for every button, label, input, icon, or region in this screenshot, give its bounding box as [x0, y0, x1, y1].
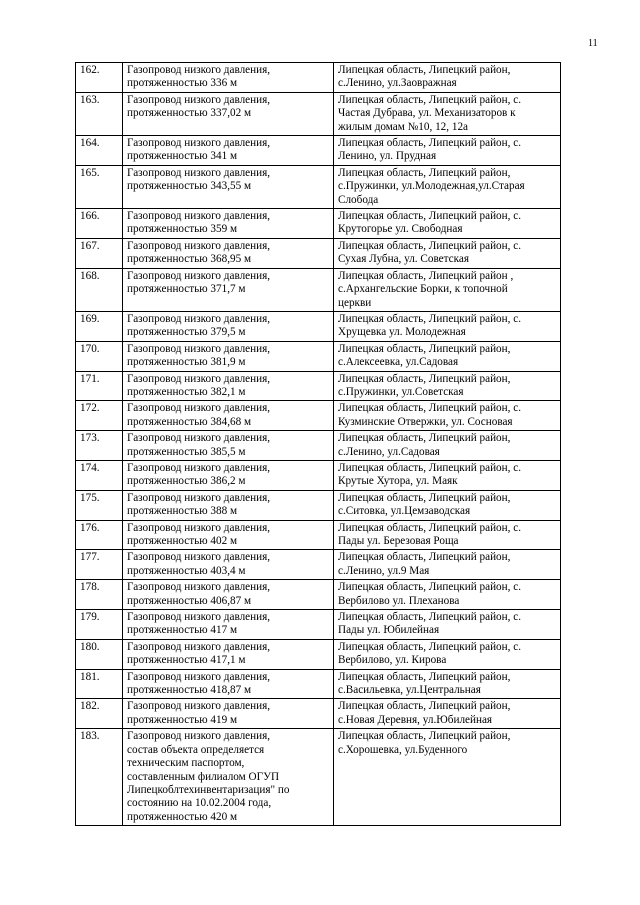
row-number: 173.	[76, 431, 123, 461]
address-line: Липецкая область, Липецкий район,	[338, 730, 511, 743]
address-cell	[334, 268, 561, 311]
address-line: Липецкая область, Липецкий район ,	[338, 269, 514, 282]
row-number: 175.	[76, 490, 123, 520]
address-line: с.Ситовка, ул.Цемзаводская	[338, 505, 471, 518]
address-cell	[334, 669, 561, 699]
object-name-line: Газопровод низкого давления,	[127, 239, 271, 252]
address-line: с.Ленино, ул.9 Мая	[338, 564, 430, 577]
table-row	[76, 238, 561, 268]
address-line: Липецкая область, Липецкий район,	[338, 700, 511, 713]
row-number: 172.	[76, 401, 123, 431]
table-row	[76, 460, 561, 490]
object-name-line: Газопровод низкого давления,	[127, 521, 271, 534]
address-line: Пады ул. Юбилейная	[338, 624, 440, 637]
row-number: 182.	[76, 699, 123, 729]
address-cell	[334, 550, 561, 580]
row-number: 165.	[76, 165, 123, 208]
address-line: с.Новая Деревня, ул.Юбилейная	[338, 713, 493, 726]
address-cell	[334, 238, 561, 268]
object-name-cell	[123, 460, 334, 490]
object-name-line: Газопровод низкого давления,	[127, 312, 271, 325]
object-name-cell	[123, 401, 334, 431]
object-name-line: протяженностью 388 м	[127, 505, 238, 518]
object-name-line: протяженностью 385,5 м	[127, 445, 246, 458]
row-number: 163.	[76, 92, 123, 135]
object-name-line: Липецкоблтехинвентаризация" по	[127, 783, 290, 796]
address-line: Липецкая область, Липецкий район,	[338, 432, 511, 445]
table-row	[76, 729, 561, 826]
table-row	[76, 165, 561, 208]
row-number: 178.	[76, 580, 123, 610]
address-line: Вербилово ул. Плеханова	[338, 594, 460, 607]
address-line: Липецкая область, Липецкий район, с.	[338, 312, 521, 325]
address-cell	[334, 520, 561, 550]
address-line: Пады ул. Березовая Роща	[338, 535, 459, 547]
table-row	[76, 490, 561, 520]
object-name-line: Газопровод низкого давления,	[127, 402, 271, 415]
address-line: Хрущевка ул. Молодежная	[338, 326, 466, 339]
table-row	[76, 92, 561, 135]
address-line: Липецкая область, Липецкий район,	[338, 64, 511, 76]
registry-table-body	[76, 63, 561, 826]
object-name-cell	[123, 669, 334, 699]
object-name-line: Газопровод низкого давления,	[127, 64, 271, 76]
object-name-cell	[123, 209, 334, 239]
address-cell	[334, 490, 561, 520]
object-name-line: протяженностью 386,2 м	[127, 475, 246, 488]
table-row	[76, 311, 561, 341]
object-name-line: протяженностью 420 м	[127, 810, 238, 823]
address-line: Липецкая область, Липецкий район, с.	[338, 521, 521, 534]
object-name-line: Газопровод низкого давления,	[127, 269, 271, 282]
object-name-cell	[123, 268, 334, 311]
object-name-line: протяженностью 343,55 м	[127, 180, 252, 193]
row-number: 179.	[76, 610, 123, 640]
address-line: Липецкая область, Липецкий район,	[338, 670, 511, 683]
object-name-line: протяженностью 336 м	[127, 77, 238, 90]
page-number: 11	[588, 38, 598, 49]
address-line: с.Ленино, ул.Садовая	[338, 445, 440, 458]
object-name-cell	[123, 520, 334, 550]
object-name-line: Газопровод низкого давления,	[127, 581, 271, 594]
address-line: Липецкая область, Липецкий район, с.	[338, 210, 521, 223]
row-number: 167.	[76, 238, 123, 268]
address-line: Вербилово, ул. Кирова	[338, 654, 447, 667]
address-line: церкви	[338, 296, 372, 309]
object-name-line: Газопровод низкого давления,	[127, 342, 271, 355]
address-line: с.Архангельские Борки, к топочной	[338, 283, 508, 296]
row-number: 174.	[76, 460, 123, 490]
address-cell	[334, 209, 561, 239]
object-name-line: Газопровод низкого давления,	[127, 491, 271, 504]
table-row	[76, 580, 561, 610]
object-name-line: Газопровод низкого давления,	[127, 461, 271, 474]
address-line: Крутые Хутора, ул. Маяк	[338, 475, 458, 488]
address-line: Липецкая область, Липецкий район, с.	[338, 402, 521, 415]
object-name-cell	[123, 699, 334, 729]
address-line: Липецкая область, Липецкий район,	[338, 551, 511, 564]
row-number: 162.	[76, 63, 123, 93]
object-name-line: состав объекта определяется	[127, 743, 265, 756]
address-line: Липецкая область, Липецкий район, с.	[338, 93, 521, 106]
object-name-line: Газопровод низкого давления,	[127, 93, 271, 106]
object-name-line: Газопровод низкого давления,	[127, 432, 271, 445]
object-name-cell	[123, 729, 334, 826]
object-name-line: Газопровод низкого давления,	[127, 611, 271, 624]
object-name-cell	[123, 341, 334, 371]
object-name-cell	[123, 92, 334, 135]
object-name-line: протяженностью 418,87 м	[127, 684, 252, 697]
table-row	[76, 136, 561, 166]
row-number: 171.	[76, 371, 123, 401]
object-name-cell	[123, 238, 334, 268]
address-line: Крутогорье ул. Свободная	[338, 223, 463, 236]
row-number: 176.	[76, 520, 123, 550]
address-line: Липецкая область, Липецкий район, с.	[338, 581, 521, 594]
row-number: 180.	[76, 639, 123, 669]
address-cell	[334, 371, 561, 401]
object-name-line: Газопровод низкого давления,	[127, 137, 271, 150]
table-row	[76, 610, 561, 640]
address-cell	[334, 610, 561, 640]
row-number: 169.	[76, 311, 123, 341]
object-name-cell	[123, 431, 334, 461]
address-cell	[334, 92, 561, 135]
address-line: с.Ленино, ул.Заовражная	[338, 77, 457, 90]
row-number: 170.	[76, 341, 123, 371]
address-line: Липецкая область, Липецкий район, с.	[338, 611, 521, 624]
object-name-line: протяженностью 402 м	[127, 535, 238, 547]
row-number: 166.	[76, 209, 123, 239]
address-cell	[334, 460, 561, 490]
table-row	[76, 699, 561, 729]
address-cell	[334, 341, 561, 371]
object-name-line: протяженностью 368,95 м	[127, 253, 252, 266]
address-line: Липецкая область, Липецкий район, с.	[338, 461, 521, 474]
object-name-cell	[123, 165, 334, 208]
object-name-line: Газопровод низкого давления,	[127, 700, 271, 713]
address-cell	[334, 699, 561, 729]
object-name-cell	[123, 136, 334, 166]
object-name-cell	[123, 490, 334, 520]
address-line: с.Хорошевка, ул.Буденного	[338, 743, 468, 756]
table-row	[76, 550, 561, 580]
address-cell	[334, 639, 561, 669]
address-cell	[334, 63, 561, 93]
object-name-line: Газопровод низкого давления,	[127, 166, 271, 179]
table-row	[76, 341, 561, 371]
address-cell	[334, 729, 561, 826]
object-name-line: протяженностью 379,5 м	[127, 326, 246, 339]
object-name-line: Газопровод низкого давления,	[127, 640, 271, 653]
object-name-line: протяженностью 417 м	[127, 624, 238, 637]
object-name-line: Газопровод низкого давления,	[127, 210, 271, 223]
address-line: Кузминские Отвержки, ул. Сосновая	[338, 415, 513, 428]
address-line: с.Пружинки, ул.Молодежная,ул.Старая	[338, 180, 525, 193]
address-cell	[334, 580, 561, 610]
object-name-line: протяженностью 406,87 м	[127, 594, 252, 607]
address-line: Липецкая область, Липецкий район,	[338, 342, 511, 355]
table-row	[76, 520, 561, 550]
address-cell	[334, 401, 561, 431]
object-name-line: Газопровод низкого давления,	[127, 372, 271, 385]
table-row	[76, 209, 561, 239]
object-name-line: протяженностью 417,1 м	[127, 654, 246, 667]
row-number: 177.	[76, 550, 123, 580]
object-name-line: техническим паспортом,	[127, 757, 245, 770]
table-row	[76, 371, 561, 401]
table-row	[76, 669, 561, 699]
table-row	[76, 268, 561, 311]
object-name-line: протяженностью 384,68 м	[127, 415, 252, 428]
object-name-line: протяженностью 381,9 м	[127, 356, 246, 369]
address-cell	[334, 311, 561, 341]
address-cell	[334, 165, 561, 208]
address-line: Липецкая область, Липецкий район,	[338, 372, 511, 385]
address-cell	[334, 431, 561, 461]
row-number: 181.	[76, 669, 123, 699]
address-line: Частая Дубрава, ул. Механизаторов к	[338, 107, 516, 120]
registry-table	[75, 62, 561, 826]
address-line: с.Васильевка, ул.Центральная	[338, 684, 481, 697]
address-line: Ленино, ул. Прудная	[338, 150, 437, 163]
object-name-cell	[123, 639, 334, 669]
table-row	[76, 63, 561, 93]
object-name-cell	[123, 371, 334, 401]
address-line: Липецкая область, Липецкий район, с.	[338, 640, 521, 653]
object-name-line: Газопровод низкого давления,	[127, 670, 271, 683]
address-line: Сухая Лубна, ул. Советская	[338, 253, 470, 266]
address-line: Слобода	[338, 193, 379, 206]
object-name-line: Газопровод низкого давления,	[127, 730, 271, 743]
object-name-line: протяженностью 337,02 м	[127, 107, 252, 120]
object-name-line: протяженностью 359 м	[127, 223, 238, 236]
table-row	[76, 401, 561, 431]
address-cell	[334, 136, 561, 166]
object-name-cell	[123, 311, 334, 341]
address-line: жилым домам №10, 12, 12а	[338, 120, 468, 133]
address-line: с.Алексеевка, ул.Садовая	[338, 356, 459, 369]
row-number: 168.	[76, 268, 123, 311]
row-number: 164.	[76, 136, 123, 166]
address-line: Липецкая область, Липецкий район, с.	[338, 137, 521, 150]
table-row	[76, 431, 561, 461]
object-name-line: протяженностью 382,1 м	[127, 385, 246, 398]
address-line: Липецкая область, Липецкий район,	[338, 166, 511, 179]
address-line: с.Пружинки, ул.Советская	[338, 385, 464, 398]
row-number: 183.	[76, 729, 123, 826]
table-row	[76, 639, 561, 669]
address-line: Липецкая область, Липецкий район, с.	[338, 239, 521, 252]
object-name-line: Газопровод низкого давления,	[127, 551, 271, 564]
object-name-line: протяженностью 403,4 м	[127, 564, 246, 577]
address-line: Липецкая область, Липецкий район,	[338, 491, 511, 504]
object-name-line: протяженностью 341 м	[127, 150, 238, 163]
object-name-line: протяженностью 419 м	[127, 713, 238, 726]
object-name-line: протяженностью 371,7 м	[127, 283, 246, 296]
object-name-cell	[123, 580, 334, 610]
object-name-line: состоянию на 10.02.2004 года,	[127, 797, 272, 810]
object-name-cell	[123, 63, 334, 93]
object-name-cell	[123, 550, 334, 580]
object-name-cell	[123, 610, 334, 640]
object-name-line: составленным филиалом ОГУП	[127, 770, 280, 783]
